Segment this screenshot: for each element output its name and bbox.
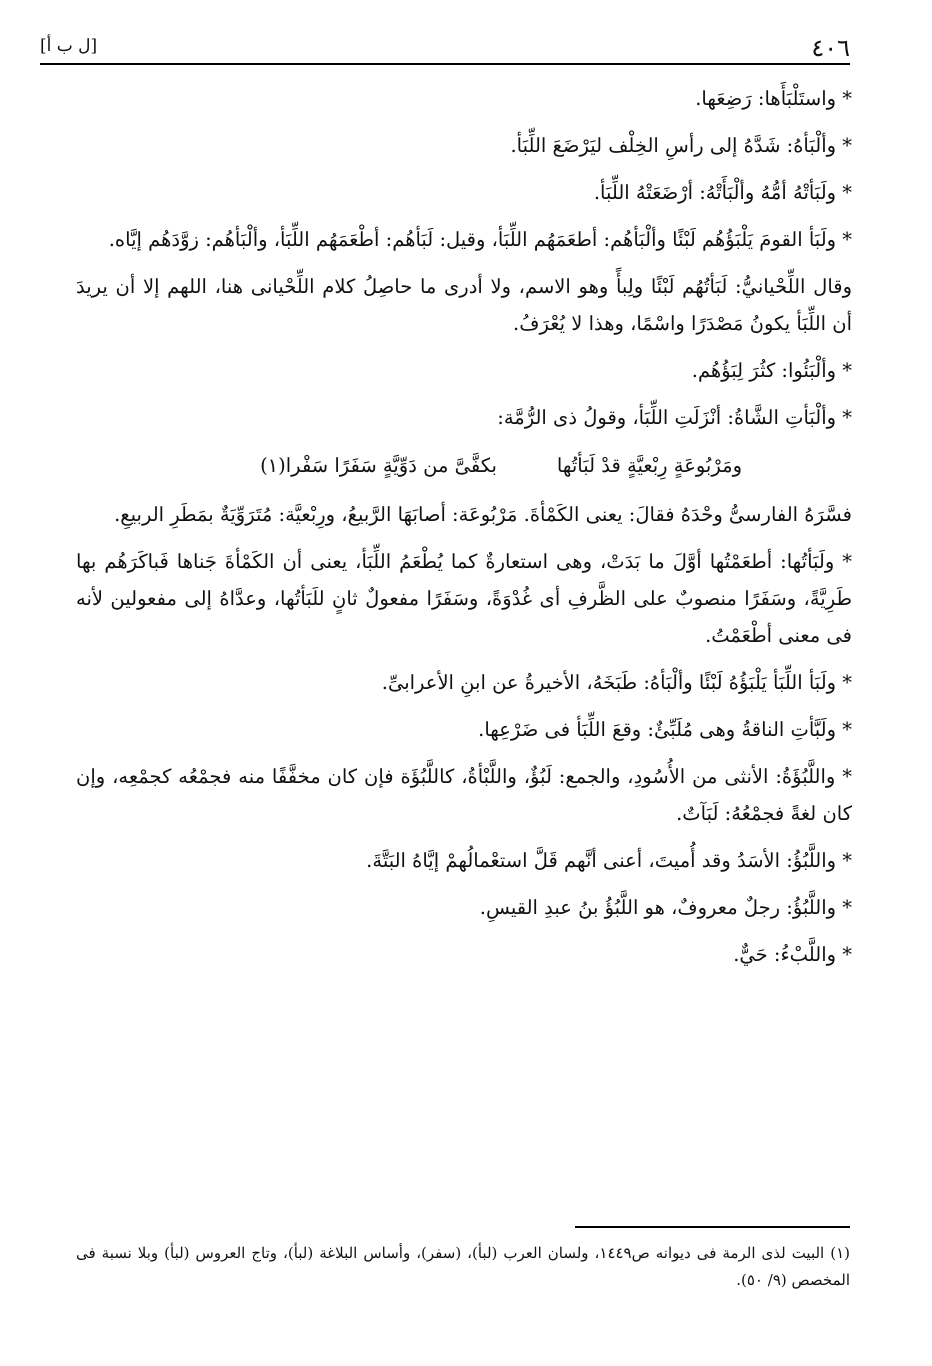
entry-istalba: * واستَلْبَأَها: رَضِعَها.: [695, 87, 852, 110]
entry-albaahu: * وألْبَأهُ: شَدَّهُ إلى رأسِ الخِلْف ليَرْضَعَ اللِّبَأ.: [510, 134, 852, 157]
entry-allab-hayy: * واللَّبْءُ: حَيٌّ.: [733, 943, 852, 966]
entry-allabu-rajul: * واللَّبُؤُ: رجلٌ معروفٌ، هو اللَّبُؤُ بنُ عبدِ القيسِ.: [479, 896, 852, 919]
page-body: [76, 80, 852, 983]
root-label: [ل ب أ]: [40, 36, 98, 56]
footnote-rule: [575, 1226, 850, 1228]
entry-laba-allaba: * ولَبَأ اللِّبَأ يَلْبَؤُهُ لَبْئًا وألْبَأهُ: طَبَخَهُ، الأخيرةُ عن ابنِ الأعرابىِّ.: [381, 671, 852, 694]
poetry-verse: [76, 446, 852, 486]
footnote: (١) البيت لذى الرمة فى ديوانه ص١٤٤٩، ولسان العرب (لبأ)، (سفر)، وأساس البلاغة (لبأ)، وتاج العروس (لبأ) وبلا نسبة فى المخصص (٩/ ٥٠).: [76, 1244, 850, 1289]
entry-labbaat-annaqa: * ولَبَّأتِ الناقةُ وهى مُلَبِّئٌ: وقعَ اللِّبَأ فى ضَرْعِها.: [478, 718, 852, 741]
entry-albaat-ashshat: * وألْبَأتِ الشَّاةُ: أنْزَلَتِ اللِّبَأ، وقولُ ذى الرُّمَّة:: [497, 406, 852, 429]
entry-albauu: * وألْبَئُوا: كثُرَ لِبَؤُهُم.: [691, 359, 852, 382]
header-rule: [40, 63, 850, 65]
entry-labaatuha: * ولَبَأتُها: أطعَمْتُها أوَّلَ ما بَدَتْ، وهى استعارةٌ كما يُطْعَمُ اللِّبَأ، يعنى أن الكَمْأةَ جَناها فَباكَرَهُم بها طَرِيَّةً، وسَفَرًا منصوبٌ على الظَّرفِ أى غُدْوَةً، وسَفَرًا مفعولٌ ثانٍ للَبَأتُها، وعدَّاهُ إلى مفعولين لأنه فى معنى أطْعَمْتُ.: [76, 550, 852, 647]
entry-labaathu: * ولَبَأتْهُ أمُّهُ وألْبَأَتْهُ: أرْضَعَتْهُ اللِّبَأ.: [593, 181, 852, 204]
verse-first-hemistich: ومَرْبُوعَةٍ رِبْعيَّةٍ قدْ لَبَأتُها: [556, 454, 742, 477]
entry-lihyani: وقال اللِّحْيانيُّ: لَبَأتُهُم لَبْئًا ولِبأً وهو الاسم، ولا أدرى ما حاصِلُ كلام اللِّحْيانى هنا، اللهم إلا أن يريدَ أن اللِّبَأ يكونُ مَصْدَرًا واسْمًا، وهذا لا يُعْرَفُ.: [76, 275, 852, 335]
entry-allabu-asad: * واللَّبُؤُ: الأسَدُ وقد أُميتَ، أعنى أنَّهم قَلَّ استعْمالُهمْ إيَّاهُ البَتَّةَ.: [366, 849, 852, 872]
entry-laba-alqawm: * ولَبَأ القومَ يَلْبَؤُهُم لَبْئًا وألْبَأهُم: أطعَمَهُم اللِّبَأ، وقيل: لَبَأهُم: أطْعَمَهُم اللِّبَأ، وألْبَأهُم: زوَّدَهُم إيَّاه.: [108, 228, 852, 251]
entry-allabua: * واللَّبُؤَةُ: الأنثى من الأُسُودِ، والجمع: لَبُؤٌ، واللَّبْأةُ، كاللَّبُؤَة فإن كان مخفَّفًا منه فجمْعُه كجمْعِه، وإن كان لغةً فجمْعُهُ: لَبَآتٌ.: [76, 765, 852, 825]
page-header: [40, 28, 850, 66]
page-number: ٤٠٦: [811, 34, 850, 62]
entry-farisi: فسَّرَهُ الفارسىُّ وحْدَهُ فقالَ: يعنى الكَمْأةَ. مَرْبُوعَة: أصابَهَا الرَّبيعُ، ورِبْعيَّة: مُتَرَوِّيَةٌ بمَطَرِ الربيعِ.: [114, 503, 852, 526]
verse-second-hemistich: بكفَّىَّ من دَوِّيَّةٍ سَفَرًا سَفْرا(١): [260, 454, 497, 477]
